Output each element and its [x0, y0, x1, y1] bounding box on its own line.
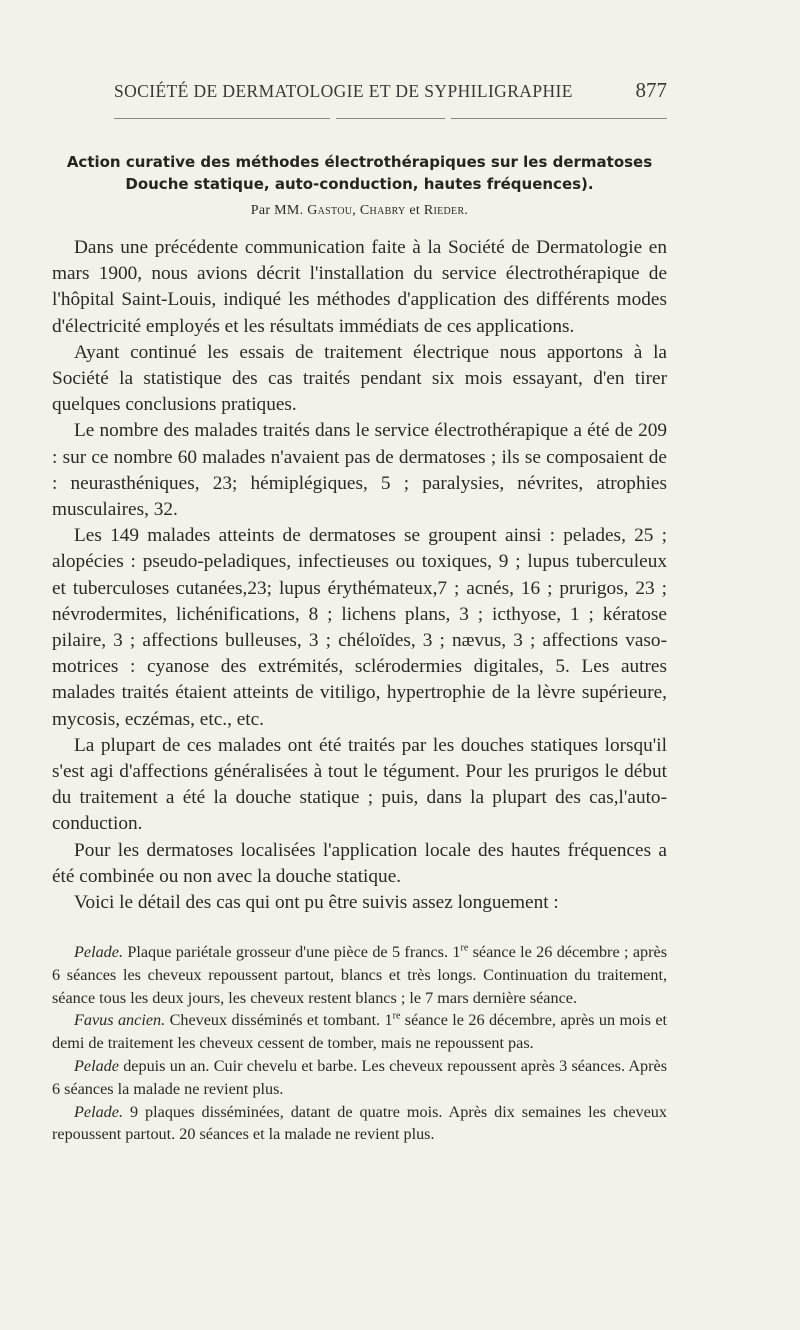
- paragraph: La plupart de ces malades ont été traités par les douches statiques lorsqu'il s'est agi d'affections généralisées à tout le tégument. Pour les prurigos le début du traitement a été la douche statique ; puis, dans la plupart des cas,l'auto-conduction.: [52, 734, 667, 835]
- case-label: Pelade.: [74, 1102, 123, 1121]
- byline-et: et: [409, 203, 421, 218]
- author-chabry: Chabry: [359, 203, 406, 218]
- case-text: depuis un an. Cuir chevelu et barbe. Les cheveux repoussent après 3 séances. Après 6 séances la malade ne revient plus.: [52, 1056, 667, 1098]
- case-sup: re: [460, 942, 469, 954]
- case-label: Favus ancien.: [74, 1011, 166, 1030]
- article-title-line1: Action curative des méthodes électrothérapiques sur les dermatoses: [66, 153, 653, 171]
- case-text: 9 plaques disséminées, datant de quatre mois. Après dix semaines les cheveux repoussent partout. 20 séances et la malade ne revient plus.: [52, 1102, 667, 1144]
- case-text-cont: séance le 26 décembre ; après 6 séances les cheveux repoussent partout, blancs et très longs. Continuation du traitement, séance tous les deux jours, les cheveux restent blancs ; le 7 mars dernière séance.: [52, 943, 668, 1007]
- byline: [52, 203, 667, 219]
- case-entry: [52, 1101, 667, 1147]
- running-title: SOCIÉTÉ DE DERMATOLOGIE ET DE SYPHILIGRAPHIE: [114, 81, 573, 101]
- article-body: [52, 235, 667, 916]
- paragraph: Les 149 malades atteints de dermatoses se groupent ainsi : pelades, 25 ; alopécies : pseudo-peladiques, infectieuses ou toxiques, 9 ; lupus tuberculeux et tuberculoses cutanées,23; lupus érythémateux,7 ; acnés, 16 ; prurigos, 23 ; névrodermites, lichénifications, 8 ; lichens plans, 3 ; icthyose, 1 ; kératose pilaire, 3 ; affections bulleuses, 3 ; chéloïdes, 3 ; nævus, 3 ; affections vaso-motrices : cyanose des extrémités, sclérodermies digitales, 5. Les autres malades traités étaient atteints de vitiligo, hypertrophie de la lèvre supérieure, mycosis, eczémas, etc., etc.: [52, 525, 667, 730]
- case-label: Pelade: [74, 1056, 119, 1075]
- paragraph: Le nombre des malades traités dans le service électrothérapique a été de 209 : sur ce nombre 60 malades n'avaient pas de dermatoses ; ils se composaient de : neurasthéniques, 23; hémiplégiques, 5 ; paralysies, névrites, atrophies musculaires, 32.: [52, 420, 667, 521]
- paragraph: Dans une précédente communication faite à la Société de Dermatologie en mars 1900, nous avions décrit l'installation du service électrothérapique de l'hôpital Saint-Louis, indiqué les méthodes d'application des différents modes d'électricité employés et les résultats immédiats de ces applications.: [52, 237, 667, 337]
- paragraph: Voici le détail des cas qui ont pu être suivis assez longuement :: [74, 892, 559, 914]
- paragraph: Ayant continué les essais de traitement électrique nous apportons à la Société la statistique des cas traités pendant six mois essayant, d'en tirer quelques conclusions pratiques.: [52, 341, 667, 416]
- article-title-line2: Douche statique, auto-conduction, hautes fréquences).: [125, 175, 594, 193]
- page: [52, 0, 667, 1330]
- case-text: Plaque pariétale grosseur d'une pièce de 5 francs. 1: [127, 943, 461, 961]
- author-gastou: Gastou,: [307, 203, 357, 218]
- case-entry: [52, 941, 667, 1009]
- case-text: Cheveux disséminés et tombant. 1: [169, 1011, 393, 1030]
- case-text-cont: séance le 26 décembre, après un mois et demi de traitement les cheveux cessent de tomber, mais ne repoussent pas.: [52, 1011, 668, 1053]
- case-label: Pelade.: [74, 943, 123, 961]
- header-rule: [114, 118, 667, 120]
- case-entry: [52, 1009, 667, 1055]
- case-list: [52, 941, 667, 1146]
- case-entry: [52, 1055, 667, 1101]
- case-sup: re: [392, 1011, 401, 1022]
- author-rieder: Rieder.: [423, 203, 469, 218]
- byline-prefix: Par MM.: [250, 203, 304, 218]
- paragraph: Pour les dermatoses localisées l'application locale des hautes fréquences a été combinée ou non avec la douche statique.: [52, 839, 667, 887]
- page-number: 877: [635, 78, 667, 102]
- running-header: [114, 78, 667, 106]
- article-title: [52, 151, 667, 195]
